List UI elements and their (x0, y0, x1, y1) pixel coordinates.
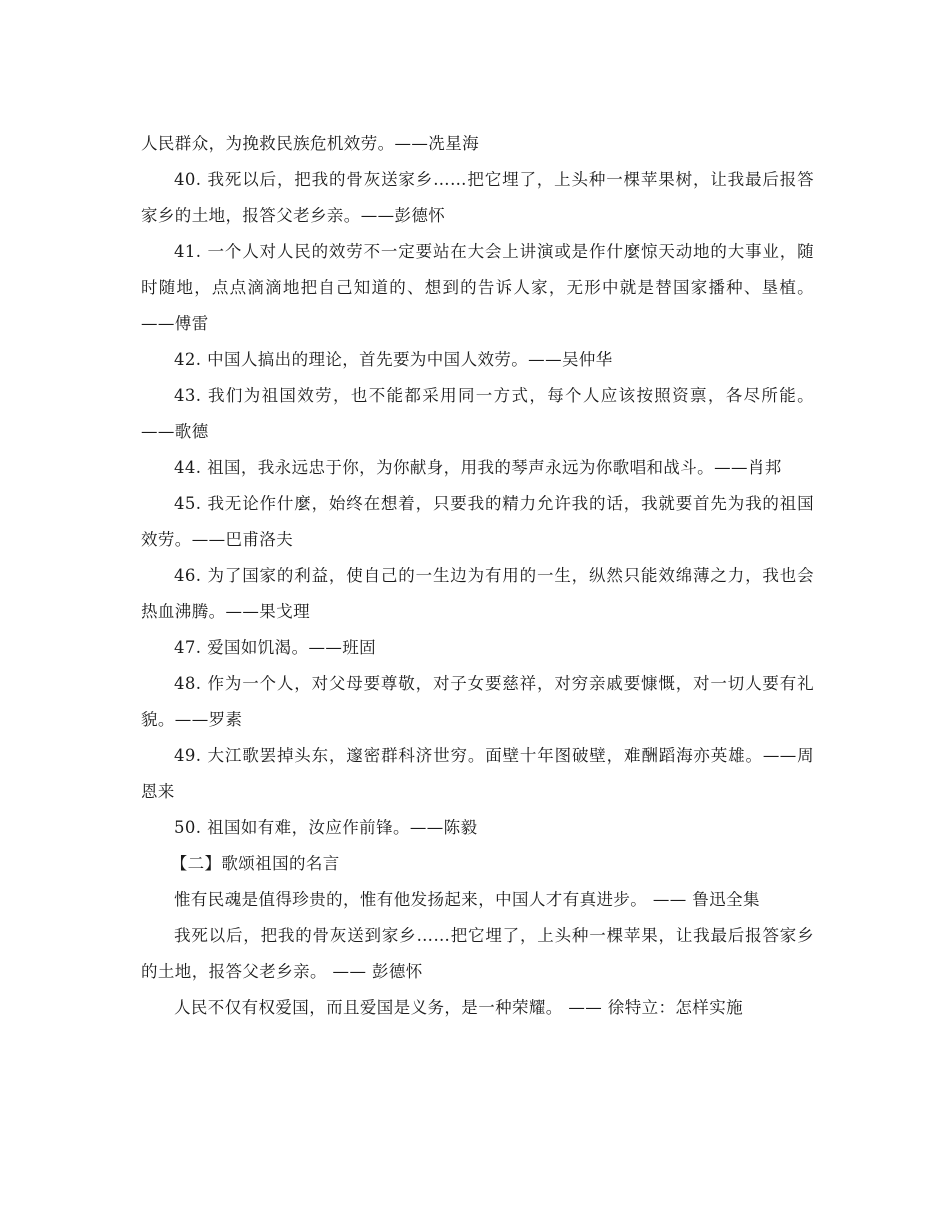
section-quote-1: 惟有民魂是值得珍贵的，惟有他发扬起来，中国人才有真进步。 —— 鲁迅全集 (174, 890, 760, 909)
quote-46: 46. 为了国家的利益，使自己的一生边为有用的一生，纵然只能效绵薄之力，我也会热血沸腾。——果戈理 (141, 566, 814, 621)
quote-44: 44. 祖国，我永远忠于你，为你献身，用我的琴声永远为你歌唱和战斗。——肖邦 (174, 458, 782, 477)
quote-45: 45. 我无论作什麼，始终在想着，只要我的精力允许我的话，我就要首先为我的祖国效劳。——巴甫洛夫 (141, 494, 814, 549)
section-quote-3: 人民不仅有权爱国，而且爱国是义务，是一种荣耀。 —— 徐特立：怎样实施 (174, 998, 743, 1017)
quote-47: 47. 爱国如饥渴。——班固 (174, 638, 377, 657)
quote-48: 48. 作为一个人，对父母要尊敬，对子女要慈祥，对穷亲戚要慷慨，对一切人要有礼貌。——罗素 (141, 674, 814, 729)
quote-43: 43. 我们为祖国效劳，也不能都采用同一方式，每个人应该按照资禀，各尽所能。——歌德 (141, 386, 814, 441)
quote-40: 40. 我死以后，把我的骨灰送家乡……把它埋了，上头种一棵苹果树，让我最后报答家乡的土地，报答父老乡亲。——彭德怀 (141, 170, 814, 225)
quote-50: 50. 祖国如有难，汝应作前锋。——陈毅 (174, 818, 478, 837)
section-quote-2: 我死以后，把我的骨灰送到家乡……把它埋了，上头种一棵苹果，让我最后报答家乡的土地，报答父老乡亲。 —— 彭德怀 (141, 926, 814, 981)
document-body (141, 126, 814, 1026)
quote-49: 49. 大江歌罢掉头东，邃密群科济世穷。面壁十年图破壁，难酬蹈海亦英雄。——周恩来 (141, 746, 814, 801)
quote-41: 41. 一个人对人民的效劳不一定要站在大会上讲演或是作什麼惊天动地的大事业，随时随地，点点滴滴地把自己知道的、想到的告诉人家，无形中就是替国家播种、垦植。——傅雷 (141, 242, 814, 333)
section-heading: 【二】歌颂祖国的名言 (170, 854, 340, 873)
quote-42: 42. 中国人搞出的理论，首先要为中国人效劳。——吴仲华 (174, 350, 613, 369)
paragraph-continuation: 人民群众，为挽救民族危机效劳。——冼星海 (141, 134, 479, 153)
